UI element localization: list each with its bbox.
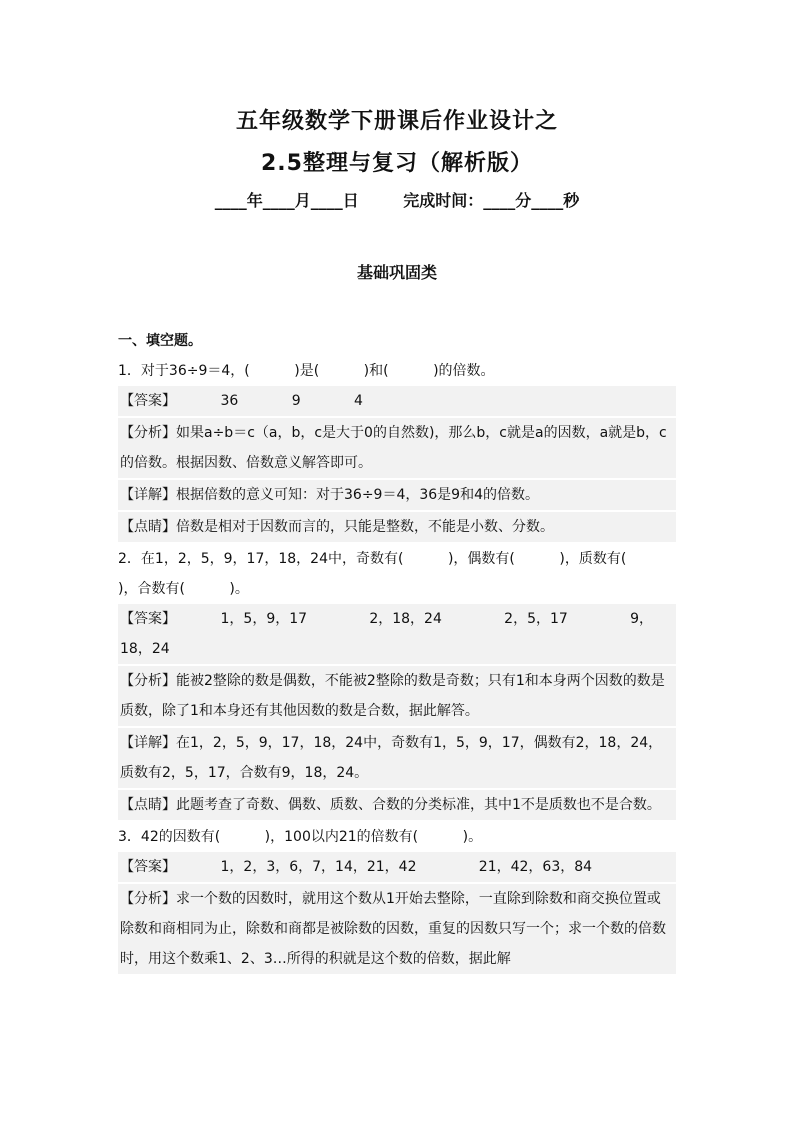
answer-3: 【答案】 1，2，3，6，7，14，21，42 21，42，63，84 bbox=[118, 852, 676, 882]
analysis-2: 【分析】能被2整除的数是偶数，不能被2整除的数是奇数；只有1和本身两个因数的数是质数，除了1和本身还有其他因数的数是合数，据此解答。 bbox=[118, 666, 676, 726]
question-3: 3．42的因数有( )，100以内21的倍数有( )。 bbox=[118, 829, 483, 845]
answer-2: 【答案】 1，5，9，17 2，18，24 2，5，17 9，18，24 bbox=[118, 604, 676, 664]
section-title: 基础巩固类 bbox=[356, 263, 437, 282]
point-2: 【点睛】此题考查了奇数、偶数、质数、合数的分类标准，其中1不是质数也不是合数。 bbox=[118, 790, 676, 820]
document-title: 五年级数学下册课后作业设计之 bbox=[235, 109, 558, 134]
part-title: 一、填空题。 bbox=[118, 333, 202, 349]
date-and-time-line: ____年____月____日 完成时间：____分____秒 bbox=[214, 191, 580, 210]
analysis-3: 【分析】求一个数的因数时，就用这个数从1开始去整除，一直除到除数和商交换位置或除数和商相同为止，除数和商都是被除数的因数，重复的因数只写一个；求一个数的倍数时，用这个数乘1、2、3…所得的积就是这个数的倍数，据此解 bbox=[118, 884, 676, 974]
detail-2: 【详解】在1，2，5，9，17，18，24中，奇数有1，5，9，17，偶数有2，18，24，质数有2，5，17，合数有9，18，24。 bbox=[118, 728, 676, 788]
question-1: 1．对于36÷9＝4，( )是( )和( )的倍数。 bbox=[118, 363, 495, 379]
document-subtitle: 2.5整理与复习（解析版） bbox=[261, 151, 533, 176]
analysis-1: 【分析】如果a÷b＝c（a，b，c是大于0的自然数)，那么b，c就是a的因数，a就是b，c的倍数。根据因数、倍数意义解答即可。 bbox=[118, 418, 676, 478]
content-area bbox=[118, 326, 676, 976]
question-2: 2．在1，2，5，9，17，18，24中，奇数有( )，偶数有( )，质数有( )，合数有( )。 bbox=[118, 551, 671, 597]
point-1: 【点睛】倍数是相对于因数而言的，只能是整数，不能是小数、分数。 bbox=[118, 512, 676, 542]
answer-1: 【答案】 36 9 4 bbox=[118, 386, 676, 416]
detail-1: 【详解】根据倍数的意义可知：对于36÷9＝4，36是9和4的倍数。 bbox=[118, 480, 676, 510]
